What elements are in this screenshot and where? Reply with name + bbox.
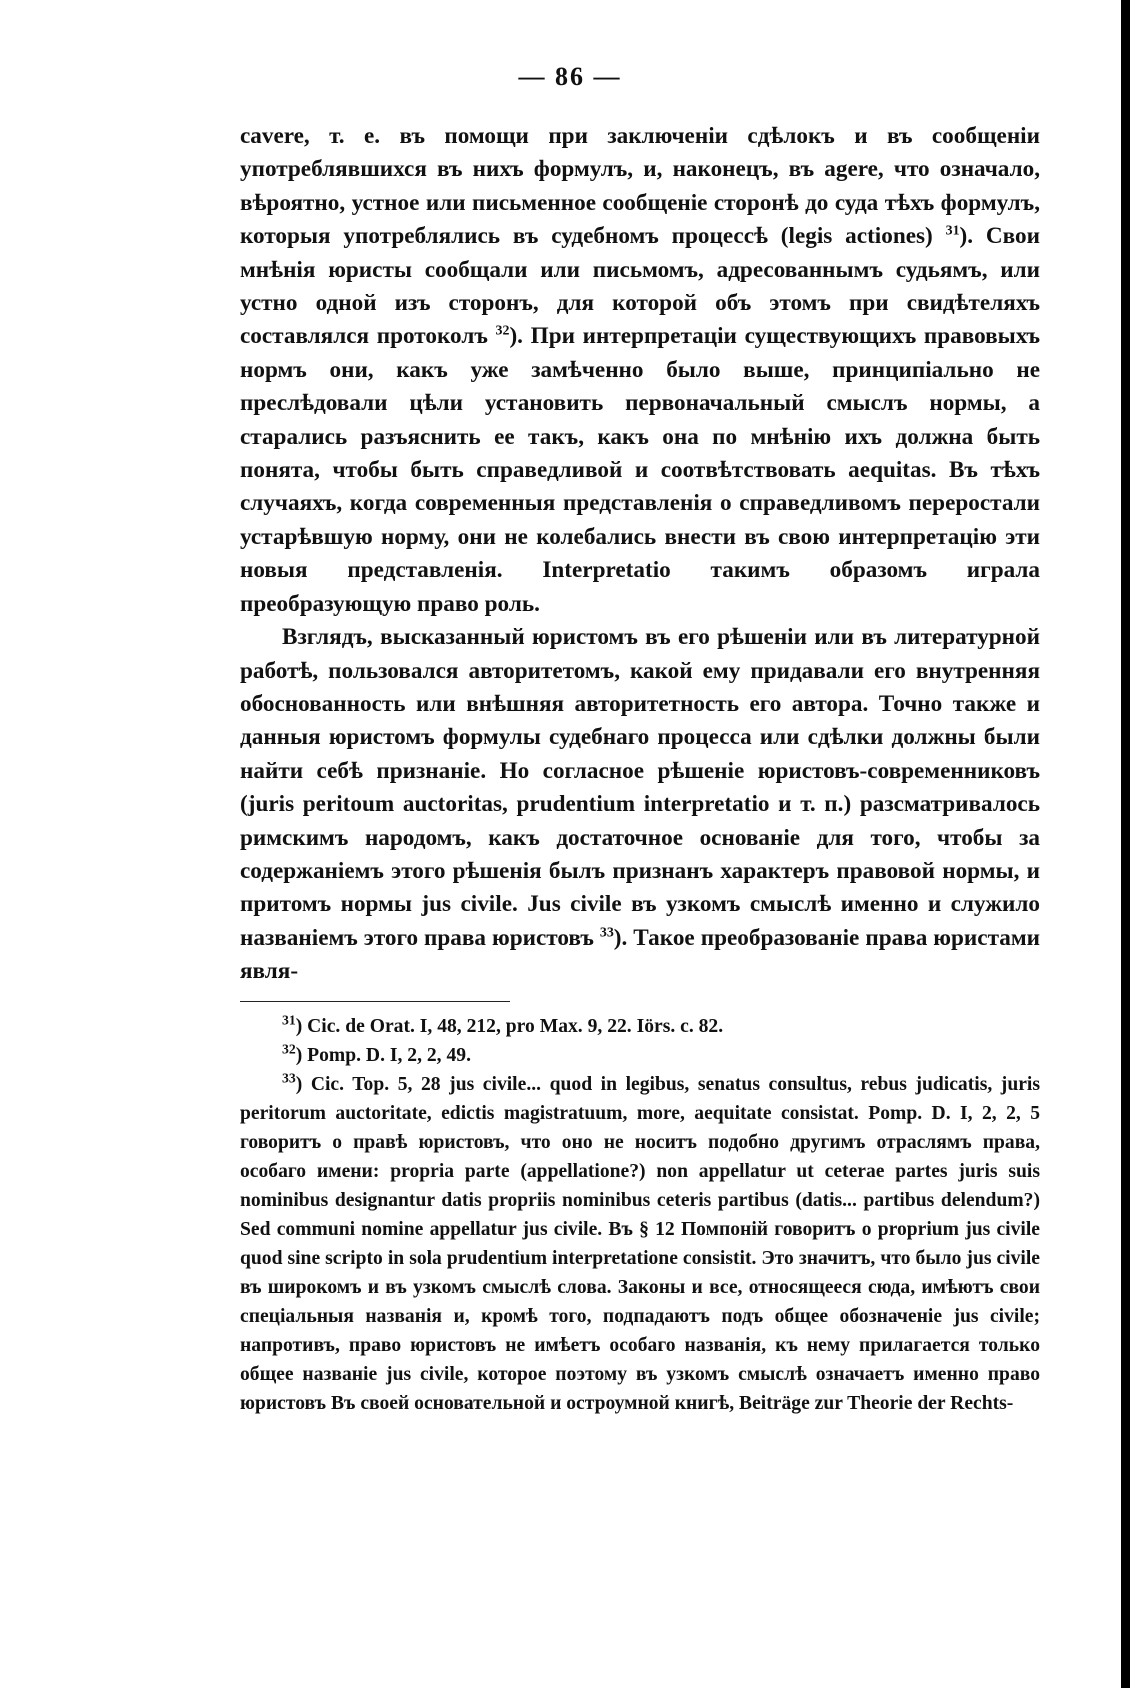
footnote-ref-33[interactable]: 33 — [599, 925, 614, 941]
footnotes — [240, 1012, 1040, 1418]
footnote-text: ) Cic. Top. 5, 28 jus civile... quod in legibus, senatus consultus, rebus judicatis, juris peritorum auctoritate, edictis magistratuum, more, aequitate consistat. Pomp. D. I, 2, 2, 5 говоритъ о правѣ юристовъ, что оно не носитъ подобно другимъ отраслямъ права, особаго имени: propria parte (appellatione?) non appellatur ut ceterae partes juris suis nominibus designantur datis propriis nominibus ceteris partibus (datis... partibus delendum?) Sed communi nomine appellatur jus civile. Въ § 12 Помпоній говоритъ о proprium jus civile quod sine scripto in sola prudentium interpretatione consistit. Это значитъ, что было jus civile въ широкомъ и въ узкомъ смыслѣ слова. Законы и все, относящееся сюда, имѣютъ свои спеціальныя названія и, кромѣ того, подпадаютъ подъ общее обозначеніе jus civile; напротивъ, право юристовъ не имѣетъ особаго названія, къ нему прилагается только общее названіе jus civile, которое поэтому въ узкомъ смыслѣ означаетъ именно право юристовъ Въ своей основательной и остроумной книгѣ, Beiträge zur Theorie der Rechts- — [240, 1073, 1040, 1414]
footnote-text: ) Cic. de Orat. I, 48, 212, pro Max. 9, 22. Iörs. с. 82. — [295, 1015, 724, 1037]
footnote-ref-31[interactable]: 31 — [945, 223, 960, 239]
text-column — [240, 120, 1040, 1418]
paragraph-2-text-b: ). Такое преобразованіе права юристами явля- — [240, 924, 1040, 985]
footnote-text: ) Pomp. D. I, 2, 2, 49. — [295, 1044, 471, 1066]
footnote-33 — [240, 1070, 1040, 1418]
footnote-divider — [240, 1001, 510, 1002]
footnote-mark: 32 — [282, 1041, 296, 1057]
footnote-31 — [240, 1012, 1040, 1041]
paragraph-1-text: cavere, т. е. въ помощи при заключеніи сдѣлокъ и въ сообщеніи употреблявшихся въ нихъ формулъ, и, наконецъ, въ agere, что означало, вѣроятно, устное или письменное сообщеніе сторонѣ до суда тѣхъ формулъ, которыя употреблялись въ судебномъ процессѣ (legis actiones) — [240, 123, 1040, 250]
main-text — [240, 120, 1040, 989]
page-number: — 86 — — [518, 62, 622, 91]
footnote-32 — [240, 1041, 1040, 1070]
paragraph-1-text-b: ). Свои мнѣнія юристы сообщали или письмомъ, адресованнымъ судьямъ, или устно одной изъ сторонъ, для которой объ этомъ при свидѣтеляхъ составлялся протоколъ — [240, 223, 1040, 350]
footnote-mark: 31 — [282, 1012, 296, 1028]
paragraph-2 — [240, 621, 1040, 988]
scan-edge-bar — [1121, 0, 1130, 1688]
paragraph-1-text-c: ). При интерпретаціи существующихъ правовыхъ нормъ они, какъ уже замѣченно было выше, принципіально не преслѣдовали цѣли установить первоначальный смыслъ нормы, а старались разъяснить ее такъ, какъ она по мнѣнію ихъ должна быть понята, чтобы быть справедливой и соотвѣтствовать aequitas. Въ тѣхъ случаяхъ, когда современныя представленія о справедливомъ переростали устарѣвшую норму, они не колебались внести въ свою интерпретацію эти новыя представленія. Interpretatio такимъ образомъ играла преобразующую право роль. — [240, 323, 1040, 617]
paragraph-1 — [240, 120, 1040, 621]
paragraph-2-text: Взглядъ, высказанный юристомъ въ его рѣшеніи или въ литературной работѣ, пользовался авторитетомъ, какой ему придавали его внутренняя обоснованность или внѣшняя авторитетность его автора. Точно также и данныя юристомъ формулы судебнаго процесса или сдѣлки должны были найти себѣ признаніе. Но согласное рѣшеніе юристовъ-современниковъ (juris peritoum auctoritas, prudentium interpretatio и т. п.) разсматривалось римскимъ народомъ, какъ достаточное основаніе для того, чтобы за содержаніемъ этого рѣшенія былъ признанъ характеръ правовой нормы, и притомъ нормы jus civile. Jus civile въ узкомъ смыслѣ именно и служило названіемъ этого права юристовъ — [240, 624, 1040, 951]
footnote-ref-32[interactable]: 32 — [495, 323, 510, 339]
footnote-mark: 33 — [282, 1070, 296, 1086]
